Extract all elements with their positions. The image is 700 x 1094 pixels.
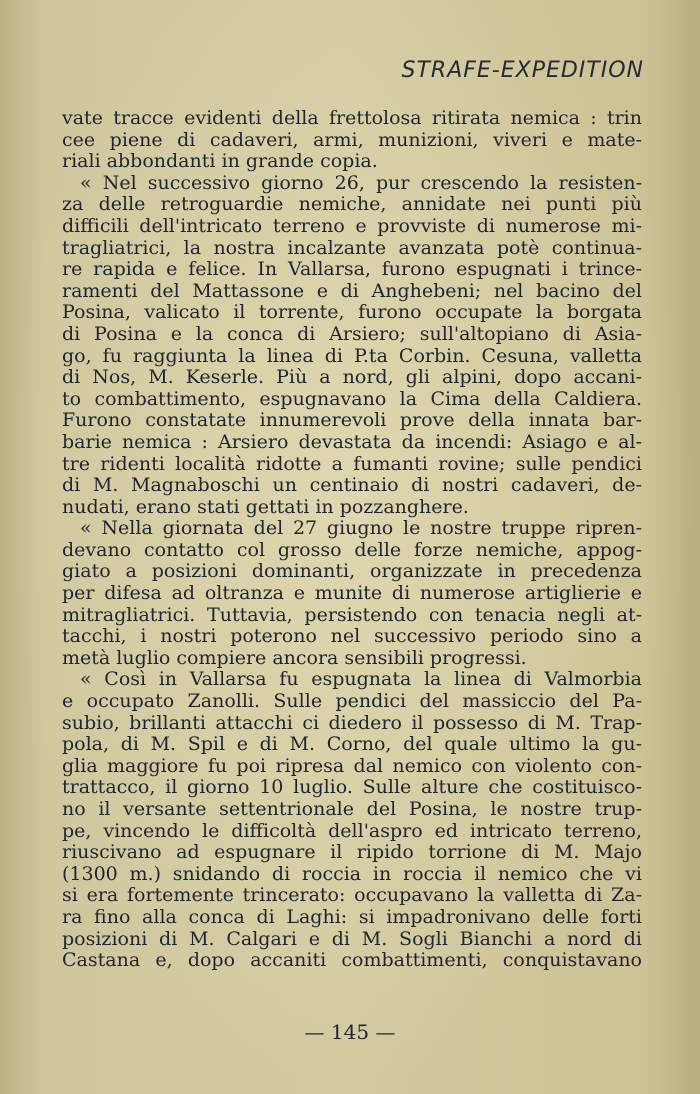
text-line: difficili dell'intricato terreno e provviste di numerose mi- — [62, 215, 642, 237]
text-line: Furono constatate innumerevoli prove della innata bar- — [62, 410, 642, 432]
text-line: nudati, erano stati gettati in pozzanghere. — [62, 496, 469, 518]
text-line: « Così in Vallarsa fu espugnata la linea di Valmorbia — [80, 669, 642, 691]
text-line: subio, brillanti attacchi ci diedero il possesso di M. Trap- — [62, 712, 642, 734]
page-number: — 145 — — [304, 1020, 396, 1044]
text-line: ra fino alla conca di Laghi: si impadronivano delle forti — [62, 906, 642, 928]
text-line: posizioni di M. Calgari e di M. Sogli Bianchi a nord di — [62, 928, 642, 950]
text-line: tacchi, i nostri poterono nel successivo periodo sino a — [62, 626, 642, 648]
text-line: glia maggiore fu poi ripresa dal nemico con violento con- — [62, 755, 642, 777]
running-head: STRAFE-EXPEDITION — [401, 58, 644, 83]
text-line: di Posina e la conca di Arsiero; sull'altopiano di Asia- — [62, 323, 642, 345]
text-line: di M. Magnaboschi un centinaio di nostri cadaveri, de- — [62, 475, 642, 497]
text-line: devano contatto col grosso delle forze nemiche, appog- — [62, 539, 642, 561]
text-line: za delle retroguardie nemiche, annidate nei punti più — [62, 194, 642, 216]
text-line: trattacco, il giorno 10 luglio. Sulle alture che costituisco- — [62, 777, 642, 799]
text-line: barie nemica : Arsiero devastata da incendi: Asiago e al- — [62, 431, 642, 453]
text-line: re rapida e felice. In Vallarsa, furono espugnati i trince- — [62, 259, 642, 281]
text-line: giato a posizioni dominanti, organizzate in precedenza — [62, 561, 642, 583]
text-line: e occupato Zanolli. Sulle pendici del massiccio del Pa- — [62, 691, 642, 713]
text-line: (1300 m.) snidando di roccia in roccia il nemico che vi — [62, 863, 642, 885]
text-line: tre ridenti località ridotte a fumanti rovine; sulle pendici — [62, 453, 642, 475]
text-line: pe, vincendo le difficoltà dell'aspro ed intricato terreno, — [62, 820, 642, 842]
text-line: per difesa ad oltranza e munite di numerose artiglierie e — [62, 583, 642, 605]
text-line: go, fu raggiunta la linea di P.ta Corbin. Cesuna, valletta — [62, 345, 642, 367]
text-line: Posina, valicato il torrente, furono occupate la borgata — [62, 302, 642, 324]
text-line: cee piene di cadaveri, armi, munizioni, viveri e mate- — [62, 129, 642, 151]
text-line: metà luglio compiere ancora sensibili progressi. — [62, 647, 527, 669]
text-line: pola, di M. Spil e di M. Corno, del quale ultimo la gu- — [62, 734, 642, 756]
text-line: Castana e, dopo accaniti combattimenti, conquistavano — [62, 950, 642, 972]
text-line: « Nel successivo giorno 26, pur crescendo la resisten- — [80, 172, 642, 194]
text-line: no il versante settentrionale del Posina, le nostre trup- — [62, 799, 642, 820]
text-line: di Nos, M. Keserle. Più a nord, gli alpini, dopo accani- — [62, 367, 642, 389]
body-text — [62, 108, 642, 972]
text-line: riuscivano ad espugnare il ripido torrione di M. Majo — [62, 842, 642, 864]
text-line: si era fortemente trincerato: occupavano la valletta di Za- — [62, 885, 642, 907]
text-line: mitragliatrici. Tuttavia, persistendo con tenacia negli at- — [62, 604, 642, 626]
text-line: « Nella giornata del 27 giugno le nostre truppe ripren- — [80, 518, 642, 540]
text-line: ramenti del Mattassone e di Anghebeni; nel bacino del — [62, 280, 642, 302]
text-line: to combattimento, espugnavano la Cima della Caldiera. — [62, 388, 642, 410]
text-line: riali abbondanti in grande copia. — [62, 151, 378, 173]
text-line: vate tracce evidenti della frettolosa ritirata nemica : trin — [62, 108, 642, 129]
text-line: tragliatrici, la nostra incalzante avanzata potè continua- — [62, 237, 642, 259]
